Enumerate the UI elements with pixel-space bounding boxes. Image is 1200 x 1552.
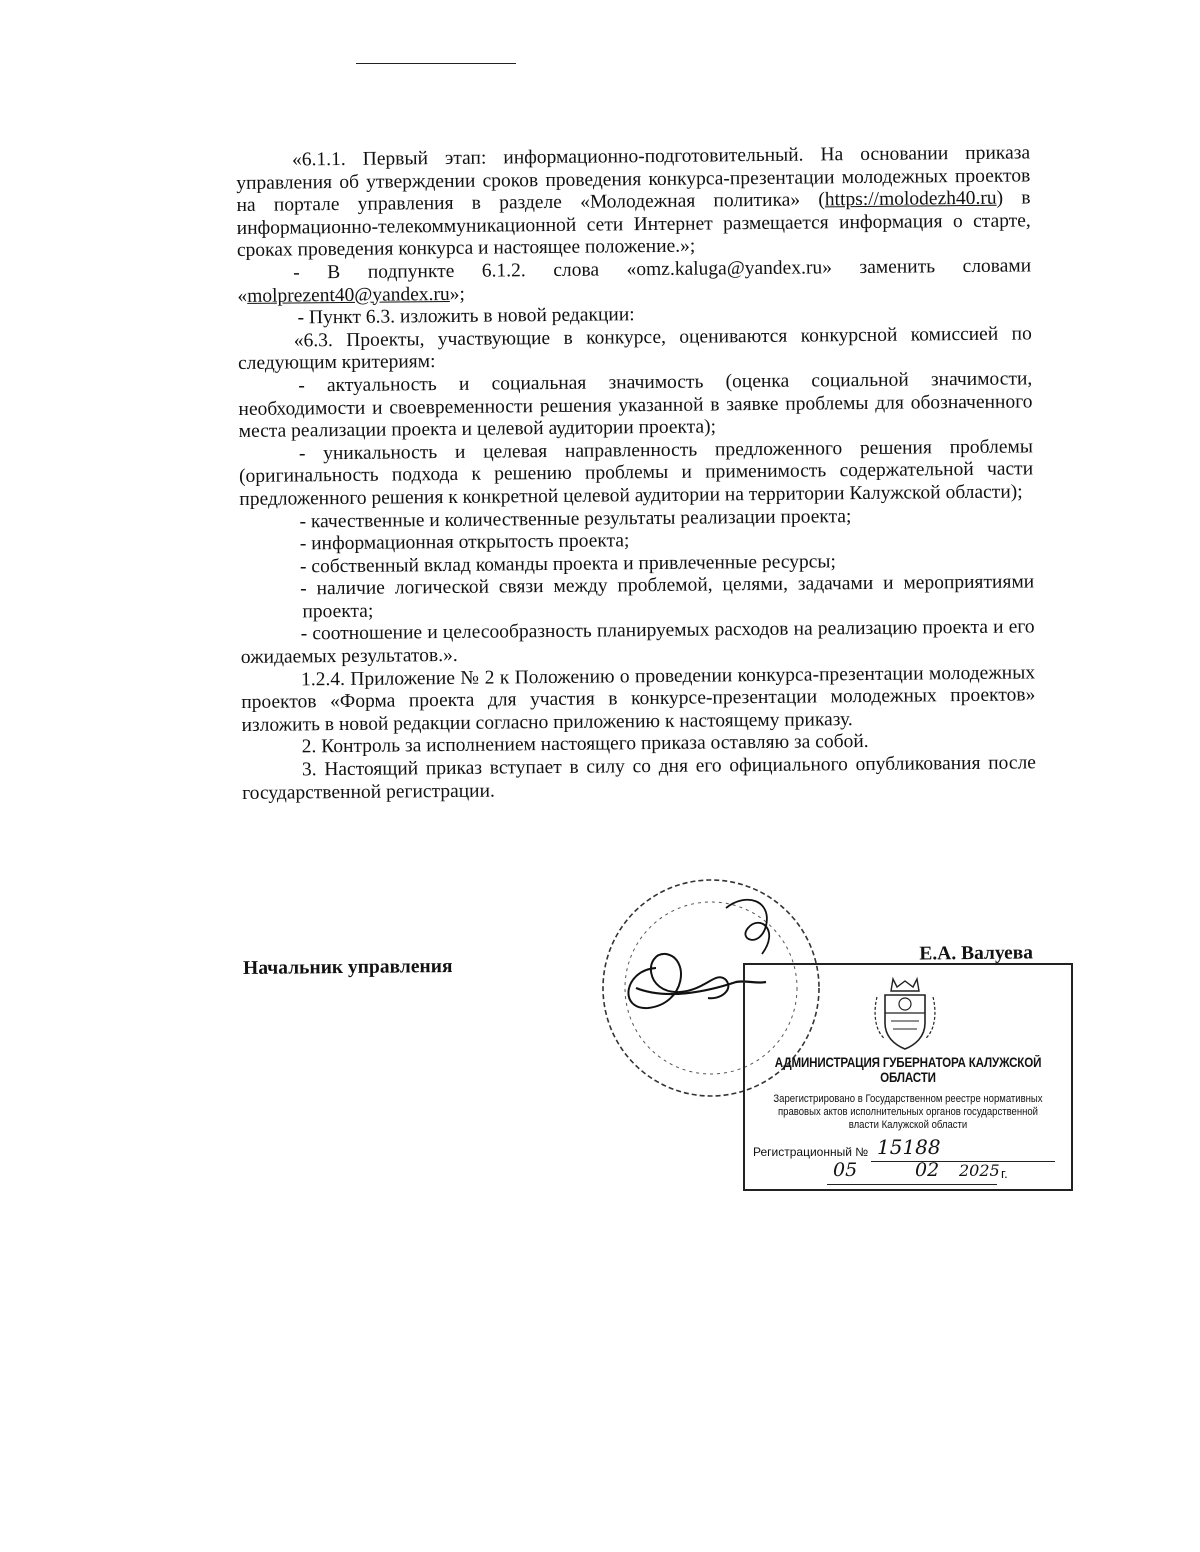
email-link[interactable]: molprezent40@yandex.ru	[247, 283, 450, 307]
paragraph-6-1-1	[236, 142, 1031, 263]
registration-number: 15188	[877, 1135, 941, 1159]
registration-number-label: Регистрационный №	[753, 1145, 869, 1159]
paragraph-2: 2. Контроль за исполнением настоящего приказа оставляю за собой.	[301, 731, 869, 758]
year-suffix: г.	[1001, 1166, 1008, 1181]
paragraph-1-2-4: 1.2.4. Приложение № 2 к Положению о проведении конкурса-презентации молодежных проектов «Форма проекта для участия в конкурсе-презентации молодежных проектов» изложить в новой редакции согласно приложению к настоящему приказу.	[241, 662, 1036, 736]
registration-day: 05	[833, 1159, 858, 1181]
portal-link[interactable]: https://molodezh40.ru	[824, 187, 997, 211]
registration-stamp	[743, 963, 1073, 1191]
para2-text-a: - В подпункте 6.1.2. слова «omz.kaluga@yandex.ru» заменить словами «	[237, 255, 1032, 307]
registration-date-line	[827, 1184, 997, 1185]
header-rule	[356, 63, 516, 64]
registration-year: 2025	[959, 1161, 1000, 1180]
document-body	[236, 142, 1036, 805]
para1-text-b: ) в информационно-телекоммуникационной сети Интернет размещается информация о старте, сроках проведения конкурса и настоящее положение.»;	[236, 187, 1031, 262]
criterion-3: - качественные и количественные результаты реализации проекта;	[299, 505, 852, 532]
paragraph-6-3-intro: - Пункт 6.3. изложить в новой редакции:	[297, 304, 635, 329]
stamp-admin-title: АДМИНИСТРАЦИЯ ГУБЕРНАТОРА КАЛУЖСКОЙ ОБЛАСТИ	[774, 1055, 1042, 1085]
coat-of-arms-icon	[871, 973, 939, 1051]
criterion-1: - актуальность и социальная значимость (оценка социальной значимости, необходимости и своевременности решения указанной в заявке проблемы для обозначенного места реализации проекта и целевой аудитории проекта);	[238, 368, 1033, 443]
criterion-7: - соотношение и целесообразность планируемых расходов на реализацию проекта и его ожидаемых результатов.».	[240, 616, 1035, 669]
paragraph-6-1-2	[237, 255, 1031, 308]
stamp-registered-text: Зарегистрировано в Государственном реестре нормативных правовых актов исполнительных органов государственной власти Калужской области	[773, 1093, 1043, 1131]
paragraph-3: 3. Настоящий приказ вступает в силу со дня его официального опубликования после государственной регистрации.	[242, 752, 1037, 804]
criterion-4: - информационная открытость проекта;	[299, 530, 630, 555]
signatory-name: Е.А. Валуева	[919, 942, 1034, 965]
para2-text-b: »;	[449, 283, 466, 305]
criterion-2: - уникальность и целевая направленность предложенного решения проблемы (оригинальность подхода к решению проблемы и применимость содержательной части предложенного решения к конкретной целевой аудитории на территории Калужской области);	[239, 436, 1034, 510]
registration-month: 02	[915, 1159, 940, 1181]
signatory-title: Начальник управления	[243, 955, 453, 979]
criterion-6: - наличие логической связи между проблемой, целями, задачами и мероприятиями проекта;	[300, 571, 1035, 623]
para1-text-a: «6.1.1. Первый этап: информационно-подготовительный. На основании приказа управления об утверждении сроков проведения конкурса-презентации молодежных проектов на портале управления в разделе «Молодежная политика» (	[236, 142, 1031, 217]
paragraph-6-3: «6.3. Проекты, участвующие в конкурсе, оцениваются конкурсной комиссией по следующим критериям:	[237, 323, 1032, 375]
criterion-5: - собственный вклад команды проекта и привлеченные ресурсы;	[299, 550, 836, 578]
